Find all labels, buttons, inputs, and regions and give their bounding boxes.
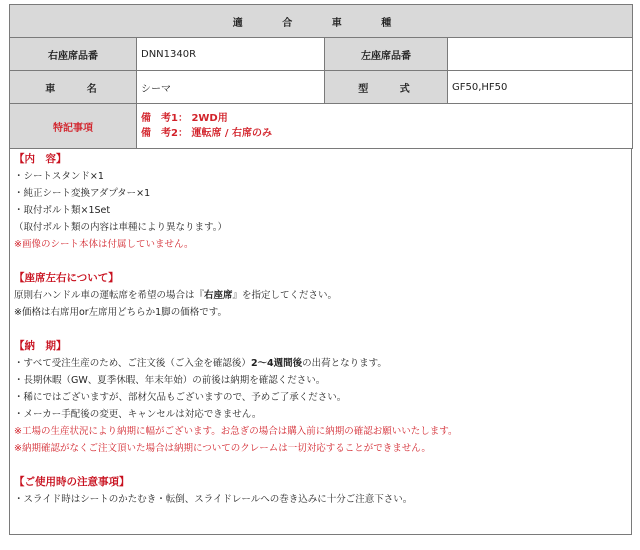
contents-item: ・シートスタンド×1 (14, 171, 104, 182)
seat-side-line-2: ※価格は右席用or左席用どちらか1脚の価格です。 (14, 307, 227, 318)
usage-line-1: ・スライド時はシートのかたむき・転倒、スライドレールへの巻き込みに十分ご注意下さい。 (14, 494, 413, 505)
delivery-line-1-prefix: ・すべて受注生産のため、ご注文後（ご入金を確認後） (14, 358, 251, 369)
delivery-line-4: ・メーカー手配後の変更、キャンセルは対応できません。 (14, 409, 262, 420)
contents-item: ・取付ボルト類×1Set (14, 205, 111, 216)
car-name-label: 車 名 (10, 71, 137, 104)
delivery-line-1-bold: 2～4週間後 (250, 358, 303, 369)
delivery-warning-2: ※納期確認がなくご注文頂いた場合は納期についてのクレームは一切対応することができません。 (14, 443, 431, 454)
seat-side-line-1-bold: 右座席 (204, 290, 233, 301)
left-seat-label: 左座席品番 (325, 38, 448, 71)
note-2: 備 考2： 運転席 / 右席のみ (141, 128, 273, 139)
model-value: GF50,HF50 (448, 71, 633, 104)
details-box (9, 149, 632, 535)
model-label: 型 式 (325, 71, 448, 104)
delivery-line-1 (14, 355, 627, 372)
contents-item: （取付ボルト類の内容は車種により異なります。） (14, 222, 227, 233)
seat-side-heading: 【座席左右について】 (14, 272, 119, 284)
delivery-warning-1: ※工場の生産状況により納期に幅がございます。お急ぎの場合は購入前に納期の確認お願いいたします。 (14, 426, 458, 437)
right-seat-value: DNN1340R (137, 38, 325, 71)
spec-table (9, 4, 633, 149)
usage-heading: 【ご使用時の注意事項】 (14, 476, 130, 488)
page-title: 適 合 車 種 (10, 5, 633, 38)
delivery-line-2: ・長期休暇（GW、夏季休暇、年末年始）の前後は納期を確認ください。 (14, 375, 326, 386)
seat-side-line-1-prefix: 原則右ハンドル車の運転席を希望の場合は『 (14, 290, 205, 301)
notes-label: 特記事項 (10, 104, 137, 149)
notes-cell (137, 104, 633, 149)
delivery-line-1-suffix: の出荷となります。 (302, 358, 387, 369)
delivery-heading: 【納 期】 (14, 340, 67, 352)
contents-warning: ※画像のシート本体は付属していません。 (14, 239, 194, 250)
note-1: 備 考1： 2WD用 (141, 113, 228, 124)
right-seat-label: 右座席品番 (10, 38, 137, 71)
contents-item: ・純正シート変換アダプター×1 (14, 188, 151, 199)
seat-side-line-1-suffix: 』を指定してください。 (232, 290, 338, 301)
left-seat-value (448, 38, 633, 71)
contents-heading: 【内 容】 (14, 153, 67, 165)
car-name-value: シーマ (137, 71, 325, 104)
delivery-line-3: ・稀にではございますが、部材欠品もございますので、予めご了承ください。 (14, 392, 347, 403)
compatibility-sheet (9, 4, 632, 535)
seat-side-line-1 (14, 287, 627, 304)
